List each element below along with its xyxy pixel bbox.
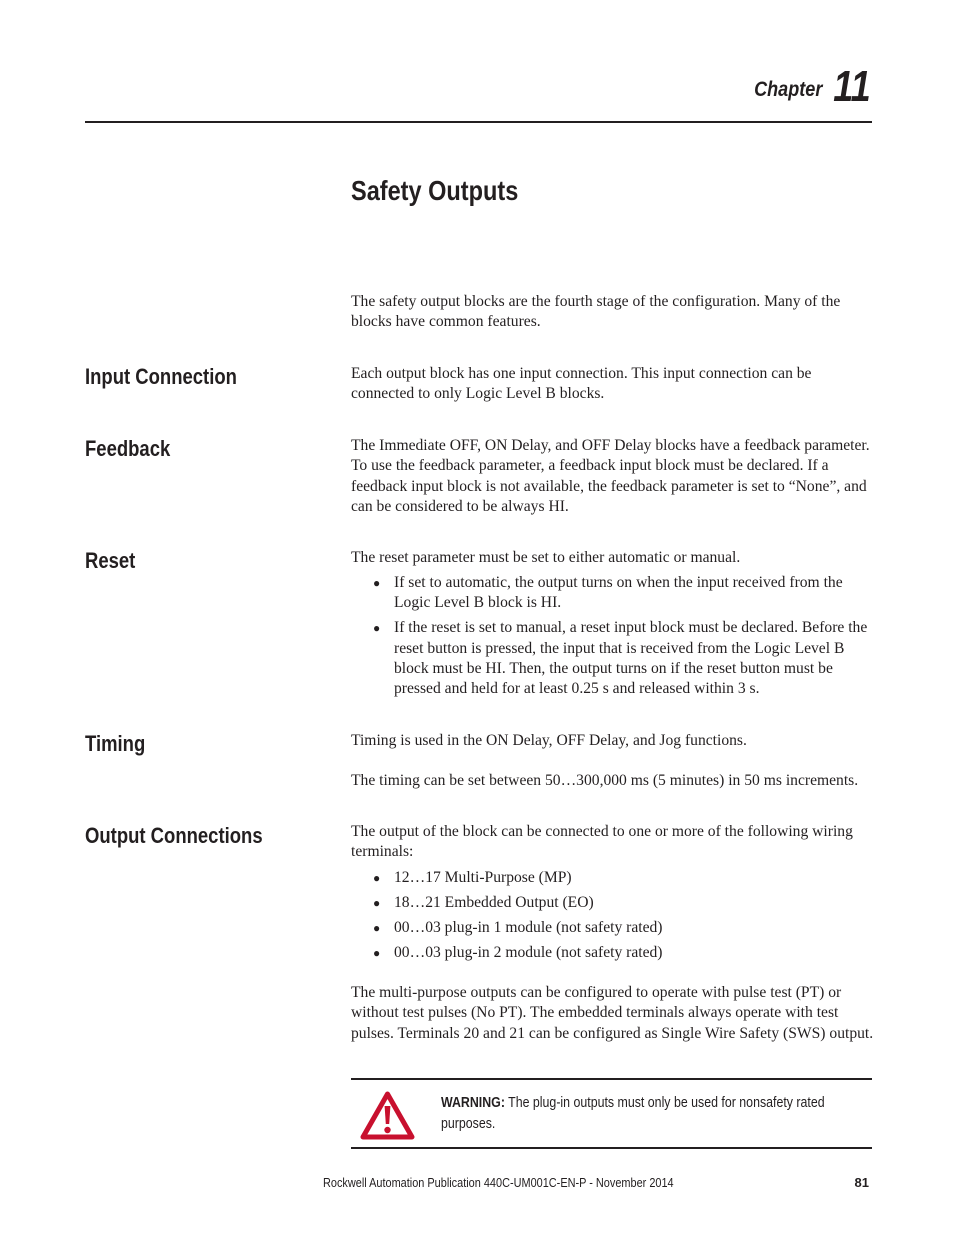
- heading-input-connection: Input Connection: [85, 364, 237, 389]
- input-connection-paragraph: Each output block has one input connection. This input connection can be connected to only Logic Level B blocks.: [351, 365, 812, 403]
- bullet-icon: ●: [373, 871, 381, 885]
- reset-bullet-list: [373, 573, 873, 704]
- chapter-number: 11: [833, 62, 871, 111]
- bullet-icon: ●: [373, 895, 381, 910]
- warning-top-rule: [351, 1078, 872, 1080]
- heading-reset: Reset: [85, 548, 136, 573]
- output-connections-paragraph: The output of the block can be connected to one or more of the following wiring terminals:: [351, 823, 853, 861]
- reset-paragraph: The reset parameter must be set to either automatic or manual.: [351, 549, 741, 566]
- bullet-icon: ●: [373, 621, 381, 636]
- intro-paragraph: The safety output blocks are the fourth stage of the configuration. Many of the blocks have common features.: [351, 293, 841, 331]
- warning-message: [441, 1093, 845, 1135]
- footer-publication: Rockwell Automation Publication 440C-UM001C-EN-P - November 2014: [323, 1175, 674, 1190]
- warning-triangle-icon: [360, 1091, 415, 1141]
- chapter-divider: [85, 121, 872, 123]
- heading-feedback: Feedback: [85, 436, 171, 461]
- bullet-icon: ●: [373, 920, 381, 935]
- page-number: 81: [854, 1175, 869, 1190]
- list-item: ● 12…17 Multi-Purpose (MP): [373, 868, 873, 888]
- warning-text: The plug-in outputs must only be used for nonsafety rated purposes.: [441, 1095, 825, 1132]
- warning-bottom-rule: [351, 1147, 872, 1149]
- timing-paragraph-1: Timing is used in the ON Delay, OFF Delay, and Jog functions.: [351, 732, 747, 749]
- heading-output-connections: Output Connections: [85, 823, 263, 848]
- output-connections-paragraph-2: The multi-purpose outputs can be configured to operate with pulse test (PT) or without test pulses (No PT). The embedded terminals always operate with test pulses. Terminals 20 and 21 can be configured as Single Wire Safety (SWS) output.: [351, 984, 874, 1042]
- bullet-icon: ●: [373, 945, 381, 960]
- list-item: ● If set to automatic, the output turns on when the input received from the Logic Level B block is HI.: [373, 574, 843, 612]
- timing-paragraph-2: The timing can be set between 50…300,000 ms (5 minutes) in 50 ms increments.: [351, 772, 859, 789]
- feedback-paragraph: The Immediate OFF, ON Delay, and OFF Delay blocks have a feedback parameter. To use the feedback parameter, a feedback input block must be declared. If a feedback input block is not available, the feedback parameter is set to “None”, and can be considered to be always HI.: [351, 437, 870, 515]
- warning-label: WARNING:: [441, 1095, 505, 1111]
- heading-timing: Timing: [85, 731, 146, 756]
- list-item: ● 18…21 Embedded Output (EO): [373, 893, 873, 913]
- output-terminals-list: [373, 868, 873, 968]
- chapter-label: Chapter: [753, 78, 822, 101]
- bullet-icon: ●: [373, 576, 381, 590]
- list-item: ● 00…03 plug-in 1 module (not safety rated): [373, 918, 873, 938]
- list-item: ● If the reset is set to manual, a reset input block must be declared. Before the reset button is pressed, the input that is received from the Logic Level B block must be HI. Then, the output turns on if the reset button must be pressed and held for at least 0.25 s and released within 3 s.: [373, 619, 868, 698]
- page-title: Safety Outputs: [351, 175, 519, 206]
- list-item: ● 00…03 plug-in 2 module (not safety rated): [373, 943, 873, 963]
